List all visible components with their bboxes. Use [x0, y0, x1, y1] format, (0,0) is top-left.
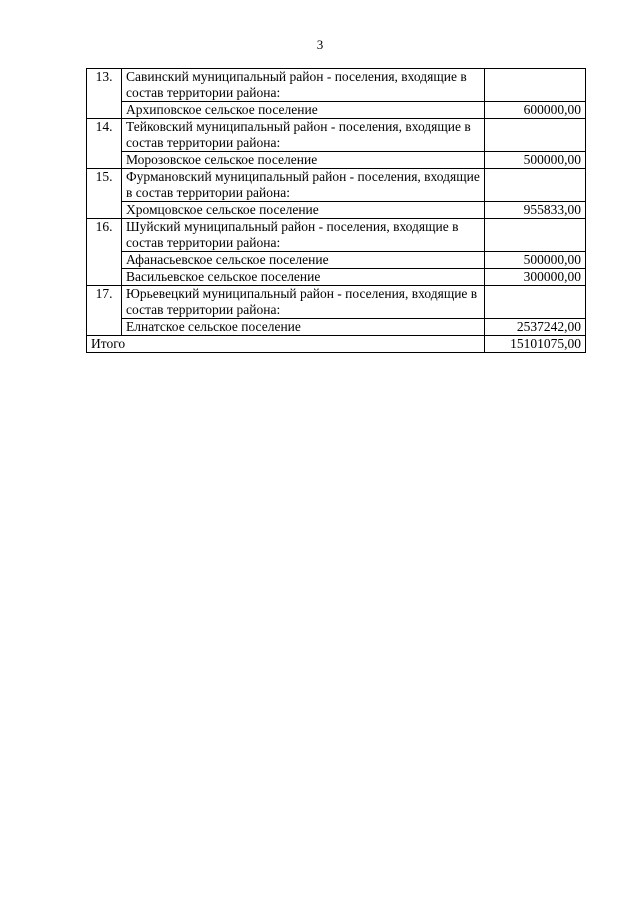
- table-row: [87, 219, 586, 252]
- table-row: [87, 269, 586, 286]
- table-row: [87, 102, 586, 119]
- amount-cell: 300000,00: [485, 269, 586, 286]
- amount-cell: 955833,00: [485, 202, 586, 219]
- amount-cell-empty: [485, 219, 586, 252]
- page-number: 3: [316, 37, 324, 52]
- row-number: 13.: [87, 69, 122, 119]
- amount-cell-empty: [485, 69, 586, 102]
- table-row: [87, 319, 586, 336]
- settlement-name: Архиповское сельское поселение: [122, 102, 485, 119]
- district-header: Фурмановский муниципальный район - поселения, входящие в состав территории района:: [122, 169, 485, 202]
- table-row: [87, 69, 586, 102]
- table-row: [87, 286, 586, 319]
- amount-cell: 500000,00: [485, 152, 586, 169]
- amount-cell: 2537242,00: [485, 319, 586, 336]
- table-row: [87, 119, 586, 152]
- row-number: 15.: [87, 169, 122, 219]
- row-number: 16.: [87, 219, 122, 286]
- district-header: Савинский муниципальный район - поселения, входящие в состав территории района:: [122, 69, 485, 102]
- amount-cell-empty: [485, 169, 586, 202]
- amount-cell: 600000,00: [485, 102, 586, 119]
- settlement-name: Хромцовское сельское поселение: [122, 202, 485, 219]
- district-header: Шуйский муниципальный район - поселения, входящие в состав территории района:: [122, 219, 485, 252]
- total-label: Итого: [87, 336, 485, 353]
- table-row: [87, 169, 586, 202]
- table-row: [87, 202, 586, 219]
- district-header: Тейковский муниципальный район - поселения, входящие в состав территории района:: [122, 119, 485, 152]
- amount-cell-empty: [485, 119, 586, 152]
- table-row: [87, 152, 586, 169]
- settlement-name: Елнатское сельское поселение: [122, 319, 485, 336]
- settlement-name: Афанасьевское сельское поселение: [122, 252, 485, 269]
- row-number: 14.: [87, 119, 122, 169]
- settlement-name: Васильевское сельское поселение: [122, 269, 485, 286]
- total-amount: 15101075,00: [485, 336, 586, 353]
- amount-cell: 500000,00: [485, 252, 586, 269]
- row-number: 17.: [87, 286, 122, 336]
- settlement-name: Морозовское сельское поселение: [122, 152, 485, 169]
- total-row: [87, 336, 586, 353]
- table-row: [87, 252, 586, 269]
- district-header: Юрьевецкий муниципальный район - поселения, входящие в состав территории района:: [122, 286, 485, 319]
- amount-cell-empty: [485, 286, 586, 319]
- budget-table: [86, 68, 586, 353]
